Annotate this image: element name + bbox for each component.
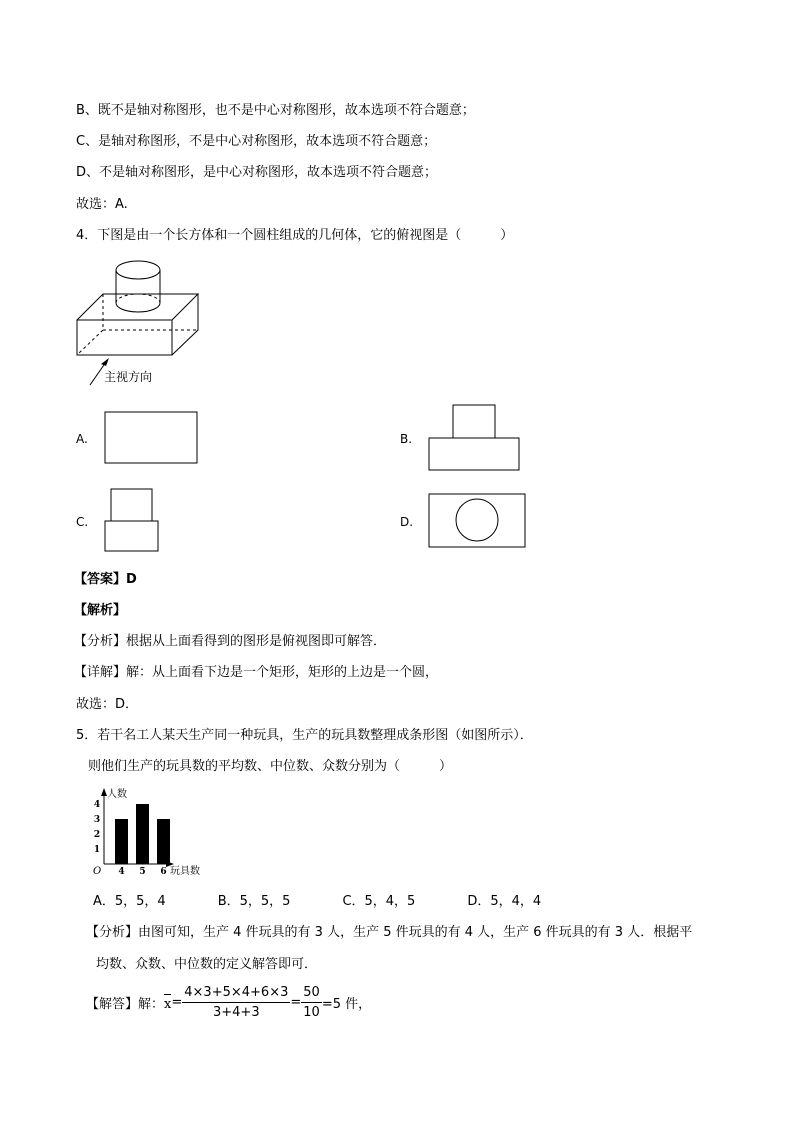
x-tick-6: 6 <box>160 867 167 877</box>
y-tick-3: 3 <box>93 815 101 825</box>
analysis-text: 【分析】根据从上面看得到的图形是俯视图即可解答． <box>74 634 387 649</box>
text-choose-a: 故选：A. <box>76 197 128 212</box>
text-line-c: C、是轴对称图形，不是中心对称图形，故本选项不符合题意； <box>76 134 437 149</box>
equals-2: = <box>290 995 302 1010</box>
question-5-options: A．5，5，4 B．5，5，5 C．5，4，5 D．5，4，4 <box>93 894 542 909</box>
text-line-b: B、既不是轴对称图形，也不是中心对称图形，故本选项不符合题意； <box>76 103 475 118</box>
solution-prefix: 【解答】解： <box>86 997 165 1012</box>
fraction-2-denominator: 10 <box>303 1005 320 1020</box>
fraction-1-denominator: 3+4+3 <box>213 1005 260 1020</box>
bar-4 <box>115 819 128 864</box>
option-a-label: A. <box>76 432 88 446</box>
solution-formula <box>86 985 371 1020</box>
x-tick-5: 5 <box>139 867 146 877</box>
text-line-d: D、不是轴对称图形，是中心对称图形，故本选项不符合题意； <box>76 165 438 180</box>
origin-label: O <box>93 866 102 877</box>
fraction-1-numerator: 4×3+5×4+6×3 <box>182 985 290 1003</box>
detail-text: 【详解】解：从上面看下边是一个矩形，矩形的上边是一个圆， <box>74 665 439 680</box>
equals-1: = <box>171 995 183 1010</box>
question-5-analysis-2: 均数、众数、中位数的定义解答即可． <box>96 957 318 972</box>
question-5-line-2: 则他们生产的玩具数的平均数、中位数、众数分别为（ ） <box>88 759 453 774</box>
mean-symbol-x: x <box>164 996 172 1012</box>
x-tick-4: 4 <box>118 867 125 877</box>
option-d-label: D. <box>400 515 414 529</box>
fraction-2 <box>301 985 322 1020</box>
text-choose-d: 故选：D． <box>76 697 139 712</box>
bar-6 <box>157 819 170 864</box>
bar-5 <box>136 804 149 864</box>
fraction-2-numerator: 50 <box>301 985 322 1003</box>
option-b-label: B. <box>400 432 413 446</box>
question-5-analysis-1: 【分析】由图可知，生产 4 件玩具的有 3 人，生产 5 件玩具的有 4 人，生产 6 件玩具的有 3 人．根据平 <box>86 925 693 940</box>
result-text: =5 件， <box>321 997 372 1012</box>
question-4: 4．下图是由一个长方体和一个圆柱组成的几何体，它的俯视图是（ ） <box>76 228 514 243</box>
analysis-heading: 【解析】 <box>74 603 127 618</box>
answer: 【答案】D <box>74 572 137 587</box>
fraction-1 <box>182 985 290 1020</box>
y-axis-label: 人数 <box>107 789 127 800</box>
y-tick-1: 1 <box>93 845 101 855</box>
y-tick-2: 2 <box>93 830 101 840</box>
question-5-line-1: 5．若干名工人某天生产同一种玩具，生产的玩具数整理成条形图（如图所示）． <box>76 728 533 743</box>
option-c-label: C. <box>76 515 89 529</box>
mean-symbol <box>164 994 171 1012</box>
x-axis-label: 玩具数 <box>170 866 200 877</box>
y-tick-4: 4 <box>93 800 101 810</box>
view-direction-label: 主视方向 <box>104 370 153 384</box>
